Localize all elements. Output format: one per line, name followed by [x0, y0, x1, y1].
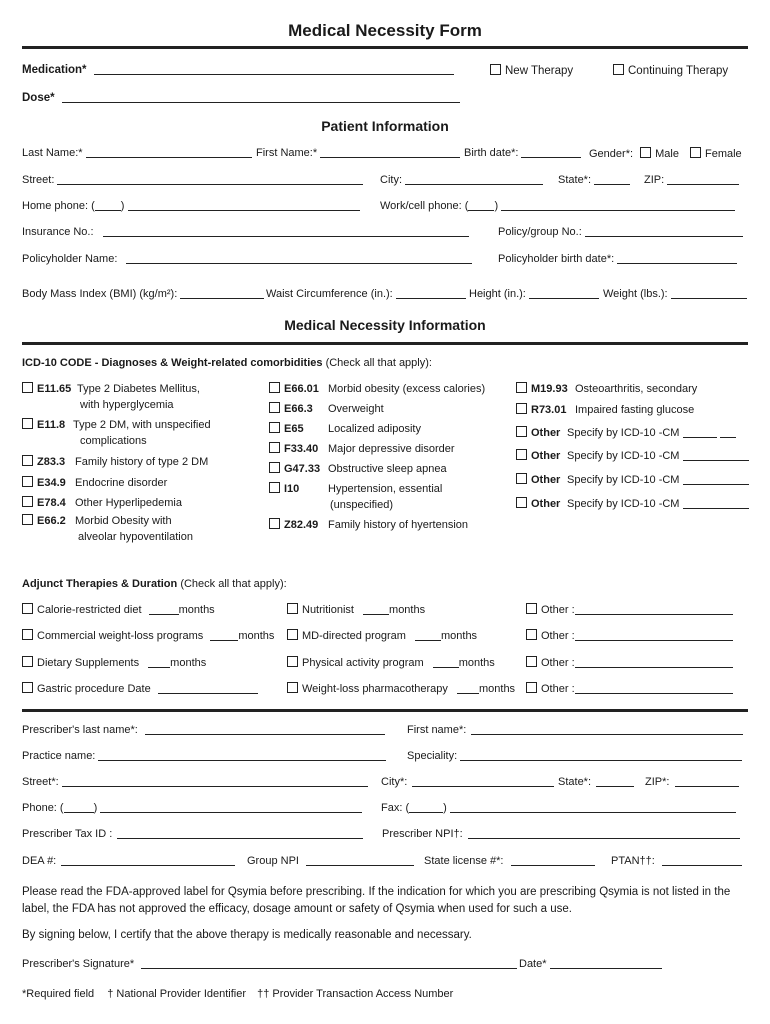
- other-field[interactable]: [575, 604, 733, 615]
- icd-checkbox[interactable]: [22, 455, 33, 466]
- icd-checkbox[interactable]: [516, 449, 527, 460]
- prescriber-last-row: [22, 724, 385, 736]
- other-field[interactable]: [575, 657, 733, 668]
- ptan-row: [611, 855, 742, 867]
- icd-desc: Morbid obesity (excess calories): [328, 383, 486, 395]
- state-row: [558, 174, 630, 186]
- months-label: months: [238, 630, 275, 642]
- adjunct-item[interactable]: [22, 682, 258, 695]
- icd-desc: Type 2 DM, with unspecified: [73, 419, 211, 431]
- fda-notice: Please read the FDA-approved label for Qsymia before prescribing. If the indication for which you are prescribing Qsymia is not listed in the label, the FDA has not approved the efficacy, dosage amount or safety of Qsymia when used for such a use.: [22, 886, 731, 915]
- home-phone-row: [22, 200, 360, 212]
- icd-desc: Morbid Obesity with: [75, 515, 172, 527]
- city-row: [380, 174, 543, 186]
- patient-info-heading: Patient Information: [321, 118, 449, 134]
- state-license-label: State license #*:: [424, 855, 504, 867]
- adjunct-label: Gastric procedure Date: [37, 683, 151, 695]
- new-therapy-option[interactable]: [490, 64, 573, 77]
- icd-other-item[interactable]: [516, 449, 749, 462]
- fax-field[interactable]: [450, 802, 736, 813]
- prescriber-first-label: First name*:: [407, 724, 467, 736]
- icd-desc: Localized adiposity: [328, 423, 421, 435]
- city-label: City:: [380, 174, 402, 186]
- icd-checkbox[interactable]: [269, 422, 280, 433]
- months-label: months: [389, 604, 426, 616]
- adjunct-checkbox[interactable]: [287, 629, 298, 640]
- adjunct-label: Calorie-restricted diet: [37, 604, 142, 616]
- policy-group-label: Policy/group No.:: [498, 226, 582, 238]
- required-note: *Required field: [22, 988, 95, 1000]
- continuing-therapy-checkbox[interactable]: [613, 64, 624, 75]
- prescriber-phone-label: Phone: (: [22, 802, 64, 814]
- first-name-row: [256, 147, 460, 159]
- prescriber-zip-row: [645, 776, 739, 788]
- dea-field[interactable]: [61, 855, 235, 866]
- footer-legend: [22, 988, 453, 1000]
- icd-code: E11.8: [37, 419, 66, 431]
- other-label: Other :: [541, 630, 575, 642]
- icd-code: E78.4: [37, 497, 66, 509]
- icd-desc: Type 2 Diabetes Mellitus,: [77, 383, 200, 395]
- page-title: Medical Necessity Form: [288, 21, 482, 40]
- icd-item[interactable]: [269, 442, 455, 455]
- icd-checkbox[interactable]: [269, 442, 280, 453]
- months-label: months: [458, 657, 495, 669]
- dea-row: [22, 855, 235, 867]
- home-phone-area-field[interactable]: [95, 200, 121, 211]
- duration-field[interactable]: [433, 657, 459, 668]
- icd-desc: Specify by ICD-10 -CM: [567, 474, 680, 486]
- icd-heading-row: [22, 357, 432, 369]
- other-label: Other :: [541, 657, 575, 669]
- icd-checkbox[interactable]: [269, 402, 280, 413]
- icd-code: E66.2: [37, 515, 66, 527]
- icd-code: F33.40: [284, 443, 319, 455]
- other-field[interactable]: [575, 630, 733, 641]
- duration-field[interactable]: [210, 630, 238, 641]
- icd-item[interactable]: [22, 382, 200, 395]
- group-npi-label: Group NPI: [247, 855, 299, 867]
- street-row: [22, 174, 363, 186]
- adjunct-label: Commercial weight-loss programs: [37, 630, 204, 642]
- prescriber-divider: [22, 709, 748, 712]
- fax-label: Fax: (: [381, 802, 410, 814]
- icd-checkbox[interactable]: [22, 514, 33, 525]
- necessity-divider: [22, 342, 748, 345]
- adjunct-checkbox[interactable]: [526, 603, 537, 614]
- icd-item[interactable]: [22, 476, 167, 489]
- ptan-field[interactable]: [662, 855, 742, 866]
- icd-other-field[interactable]: [683, 450, 749, 461]
- adjunct-checkbox[interactable]: [526, 656, 537, 667]
- icd-checkbox[interactable]: [516, 382, 527, 393]
- icd-desc: Major depressive disorder: [328, 443, 455, 455]
- signature-field[interactable]: [141, 958, 517, 969]
- prescriber-phone-area-field[interactable]: [64, 802, 94, 813]
- adjunct-checkbox[interactable]: [22, 656, 33, 667]
- adjunct-item[interactable]: [287, 682, 515, 695]
- icd-desc: Family history of type 2 DM: [75, 456, 209, 468]
- practice-field[interactable]: [98, 750, 386, 761]
- birth-date-label: Birth date*:: [464, 147, 519, 159]
- prescriber-phone-row: [22, 802, 362, 814]
- adjunct-heading-row: [22, 578, 287, 590]
- months-label: months: [170, 657, 207, 669]
- adjunct-label: Dietary Supplements: [37, 657, 140, 669]
- medical-necessity-heading: Medical Necessity Information: [284, 317, 486, 333]
- group-npi-field[interactable]: [306, 855, 414, 866]
- adjunct-other-item[interactable]: [526, 629, 733, 642]
- policyholder-name-row: [22, 253, 472, 265]
- adjunct-label: MD-directed program: [302, 630, 406, 642]
- icd-item[interactable]: [269, 382, 485, 395]
- prescriber-first-row: [407, 724, 743, 736]
- prescriber-last-field[interactable]: [145, 724, 385, 735]
- title-divider: [22, 46, 748, 49]
- sign-date-row: [519, 958, 662, 970]
- other-label: Other :: [541, 683, 575, 695]
- adjunct-checkbox[interactable]: [22, 629, 33, 640]
- icd-code: E34.9: [37, 477, 66, 489]
- weight-row: [603, 288, 747, 300]
- medication-label: Medication*: [22, 64, 87, 76]
- icd-desc-cont: complications: [80, 435, 147, 447]
- waist-label: Waist Circumference (in.):: [266, 288, 393, 300]
- policyholder-name-label: Policyholder Name:: [22, 253, 118, 265]
- medication-field[interactable]: [94, 64, 454, 75]
- icd-item[interactable]: [269, 402, 384, 415]
- certify-statement: By signing below, I certify that the above therapy is medically reasonable and necessary.: [22, 929, 472, 941]
- fax-row: [381, 802, 736, 814]
- insurance-field[interactable]: [103, 226, 469, 237]
- icd-checkbox[interactable]: [516, 426, 527, 437]
- icd-code: Other: [531, 474, 561, 486]
- signature-row: [22, 958, 517, 970]
- icd-code: Other: [531, 427, 561, 439]
- icd-other-field[interactable]: [683, 474, 749, 485]
- home-phone-field[interactable]: [128, 200, 360, 211]
- icd-checkbox[interactable]: [269, 518, 280, 529]
- icd-desc-cont: with hyperglycemia: [80, 399, 174, 411]
- adjunct-checkbox[interactable]: [22, 682, 33, 693]
- icd-other-field-suffix[interactable]: [720, 427, 736, 438]
- adjunct-other-item[interactable]: [526, 603, 733, 616]
- other-label: Other :: [541, 604, 575, 616]
- icd-checkbox[interactable]: [516, 497, 527, 508]
- weight-label: Weight (lbs.):: [603, 288, 668, 300]
- adjunct-item[interactable]: [287, 603, 425, 616]
- icd-checkbox[interactable]: [269, 382, 280, 393]
- state-field[interactable]: [594, 174, 630, 185]
- height-label: Height (in.):: [469, 288, 526, 300]
- practice-label: Practice name:: [22, 750, 96, 762]
- npi-note: † National Provider Identifier: [107, 988, 247, 1000]
- city-field[interactable]: [405, 174, 543, 185]
- policyholder-birth-row: [498, 253, 737, 265]
- female-checkbox[interactable]: [690, 147, 701, 158]
- icd-code: Z83.3: [37, 456, 66, 468]
- icd-desc-cont: alveolar hypoventilation: [78, 531, 193, 543]
- prescriber-state-label: State*:: [558, 776, 592, 788]
- icd-code: R73.01: [531, 404, 567, 416]
- duration-field[interactable]: [149, 604, 179, 615]
- prescriber-phone-field[interactable]: [100, 802, 362, 813]
- last-name-row: [22, 147, 252, 159]
- adjunct-other-item[interactable]: [526, 682, 733, 695]
- icd-item[interactable]: [269, 482, 442, 495]
- prescriber-street-row: [22, 776, 368, 788]
- adjunct-label: Physical activity program: [302, 657, 424, 669]
- adjunct-checkbox[interactable]: [287, 603, 298, 614]
- icd-checkbox[interactable]: [516, 403, 527, 414]
- icd-other-item[interactable]: [516, 497, 749, 510]
- dose-field[interactable]: [62, 92, 460, 103]
- icd-code: E66.01: [284, 383, 319, 395]
- first-name-field[interactable]: [320, 147, 460, 158]
- new-therapy-checkbox[interactable]: [490, 64, 501, 75]
- icd-item[interactable]: [269, 422, 421, 435]
- icd-item[interactable]: [269, 462, 447, 475]
- prescriber-street-field[interactable]: [62, 776, 368, 787]
- months-label: months: [478, 683, 516, 695]
- policy-group-row: [498, 226, 743, 238]
- prescriber-zip-field[interactable]: [675, 776, 739, 787]
- adjunct-item[interactable]: [22, 603, 215, 616]
- duration-field[interactable]: [457, 683, 479, 694]
- icd-desc: Osteoarthritis, secondary: [575, 383, 698, 395]
- icd-code: Other: [531, 498, 561, 510]
- adjunct-item[interactable]: [22, 656, 206, 669]
- signature-label: Prescriber's Signature*: [22, 958, 135, 970]
- policy-group-field[interactable]: [585, 226, 743, 237]
- prescriber-first-field[interactable]: [471, 724, 743, 735]
- icd-other-field[interactable]: [683, 498, 749, 509]
- icd-item[interactable]: [22, 496, 182, 509]
- zip-field[interactable]: [667, 174, 739, 185]
- medication-row: [22, 64, 454, 76]
- last-name-label: Last Name:*: [22, 147, 83, 159]
- height-row: [469, 288, 599, 300]
- continuing-therapy-option[interactable]: [613, 64, 728, 77]
- birth-date-row: [464, 147, 581, 159]
- duration-field[interactable]: [363, 604, 389, 615]
- adjunct-heading: Adjunct Therapies & Duration: [22, 578, 178, 590]
- policyholder-name-field[interactable]: [126, 253, 472, 264]
- other-field[interactable]: [575, 683, 733, 694]
- home-phone-label: Home phone: (: [22, 200, 95, 212]
- work-phone-label: Work/cell phone: (: [380, 200, 469, 212]
- icd-desc: Specify by ICD-10 -CM: [567, 450, 680, 462]
- icd-checkbox[interactable]: [269, 462, 280, 473]
- policyholder-birth-label: Policyholder birth date*:: [498, 253, 615, 265]
- adjunct-item[interactable]: [22, 629, 274, 642]
- adjunct-checkbox[interactable]: [22, 603, 33, 614]
- adjunct-item[interactable]: [287, 656, 495, 669]
- prescriber-city-label: City*:: [381, 776, 408, 788]
- street-field[interactable]: [57, 174, 363, 185]
- ptan-label: PTAN††:: [611, 855, 655, 867]
- icd-desc: Other Hyperlipedemia: [75, 497, 182, 509]
- ptan-note: †† Provider Transaction Access Number: [257, 988, 454, 1000]
- adjunct-hint: (Check all that apply):: [180, 578, 287, 590]
- icd-checkbox[interactable]: [269, 482, 280, 493]
- weight-field[interactable]: [671, 288, 747, 299]
- adjunct-label: Weight-loss pharmacotherapy: [302, 683, 448, 695]
- duration-field[interactable]: [415, 630, 441, 641]
- icd-code: E11.65: [37, 383, 72, 395]
- months-label: months: [178, 604, 215, 616]
- tax-id-label: Prescriber Tax ID :: [22, 828, 113, 840]
- waist-row: [266, 288, 466, 300]
- npi-field[interactable]: [468, 828, 740, 839]
- zip-label: ZIP:: [644, 174, 665, 186]
- icd-heading: ICD-10 CODE - Diagnoses & Weight-related comorbidities: [22, 357, 323, 369]
- icd-desc-cont: (unspecified): [330, 499, 393, 511]
- prescriber-state-row: [558, 776, 634, 788]
- prescriber-zip-label: ZIP*:: [645, 776, 670, 788]
- bmi-row: [22, 288, 264, 300]
- insurance-label: Insurance No.:: [22, 226, 94, 238]
- work-phone-row: [380, 200, 735, 212]
- icd-code: E65: [284, 423, 304, 435]
- icd-other-item[interactable]: [516, 426, 736, 439]
- duration-field[interactable]: [148, 657, 170, 668]
- state-label: State*:: [558, 174, 592, 186]
- icd-code: G47.33: [284, 463, 321, 475]
- state-license-row: [424, 855, 595, 867]
- specialty-field[interactable]: [460, 750, 742, 761]
- icd-other-field[interactable]: [683, 427, 717, 438]
- prescriber-street-label: Street*:: [22, 776, 59, 788]
- insurance-row: [22, 226, 469, 238]
- male-label: Male: [655, 148, 679, 160]
- female-label: Female: [705, 148, 742, 160]
- tax-id-row: [22, 828, 363, 840]
- new-therapy-label: New Therapy: [505, 65, 574, 77]
- prescriber-city-row: [381, 776, 554, 788]
- sign-date-label: Date*: [519, 958, 547, 970]
- fax-close: ): [443, 802, 447, 814]
- sign-date-field[interactable]: [550, 958, 662, 969]
- icd-desc: Family history of hyertension: [328, 519, 468, 531]
- specialty-label: Speciality:: [407, 750, 458, 762]
- work-phone-field[interactable]: [501, 200, 735, 211]
- practice-row: [22, 750, 386, 762]
- height-field[interactable]: [529, 288, 599, 299]
- icd-item[interactable]: [22, 514, 172, 527]
- prescriber-last-label: Prescriber's last name*:: [22, 724, 138, 736]
- icd-item[interactable]: [22, 455, 208, 468]
- prescriber-city-field[interactable]: [412, 776, 554, 787]
- continuing-therapy-label: Continuing Therapy: [628, 65, 729, 77]
- months-label: months: [440, 630, 478, 642]
- prescriber-phone-close: ): [93, 802, 98, 814]
- icd-item[interactable]: [516, 382, 697, 395]
- adjunct-checkbox[interactable]: [526, 682, 537, 693]
- home-phone-close: ): [120, 200, 125, 212]
- icd-code: M19.93: [531, 383, 568, 395]
- dose-row: [22, 92, 460, 104]
- gender-row: [589, 147, 742, 160]
- icd-desc: Obstructive sleep apnea: [328, 463, 447, 475]
- street-label: Street:: [22, 174, 55, 186]
- last-name-field[interactable]: [86, 147, 252, 158]
- adjunct-checkbox[interactable]: [526, 629, 537, 640]
- state-license-field[interactable]: [511, 855, 595, 866]
- npi-row: [382, 828, 740, 840]
- prescriber-state-field[interactable]: [596, 776, 634, 787]
- icd-code: Z82.49: [284, 519, 319, 531]
- adjunct-checkbox[interactable]: [287, 682, 298, 693]
- icd-desc: Impaired fasting glucose: [575, 404, 695, 416]
- zip-row: [644, 174, 739, 186]
- dea-label: DEA #:: [22, 855, 57, 867]
- tax-id-field[interactable]: [117, 828, 363, 839]
- adjunct-other-item[interactable]: [526, 656, 733, 669]
- work-phone-close: ): [494, 200, 499, 212]
- icd-desc: Specify by ICD-10 -CM: [567, 498, 680, 510]
- birth-date-field[interactable]: [521, 147, 581, 158]
- fax-area-field[interactable]: [409, 802, 443, 813]
- dose-label: Dose*: [22, 92, 55, 104]
- waist-field[interactable]: [396, 288, 466, 299]
- gastric-date-field[interactable]: [158, 683, 258, 694]
- adjunct-item[interactable]: [287, 629, 477, 642]
- icd-item[interactable]: [22, 418, 211, 431]
- bmi-label: Body Mass Index (BMI) (kg/m²):: [22, 288, 178, 300]
- icd-code: Other: [531, 450, 561, 462]
- icd-checkbox[interactable]: [22, 382, 33, 393]
- policyholder-birth-field[interactable]: [617, 253, 737, 264]
- icd-desc: Specify by ICD-10 -CM: [567, 427, 680, 439]
- icd-checkbox[interactable]: [516, 473, 527, 484]
- icd-code: I10: [284, 483, 300, 495]
- first-name-label: First Name:*: [256, 147, 318, 159]
- specialty-row: [407, 750, 742, 762]
- icd-item[interactable]: [269, 518, 468, 531]
- icd-checkbox[interactable]: [22, 496, 33, 507]
- npi-label: Prescriber NPI†:: [382, 828, 463, 840]
- group-npi-row: [247, 855, 414, 867]
- icd-code: E66.3: [284, 403, 313, 415]
- gender-label: Gender*:: [589, 148, 634, 160]
- icd-desc: Hypertension, essential: [328, 483, 443, 495]
- icd-checkbox[interactable]: [22, 476, 33, 487]
- icd-desc: Endocrine disorder: [75, 477, 168, 489]
- work-phone-area-field[interactable]: [468, 200, 494, 211]
- bmi-field[interactable]: [180, 288, 264, 299]
- icd-hint: (Check all that apply):: [325, 357, 432, 369]
- icd-other-item[interactable]: [516, 473, 749, 486]
- male-checkbox[interactable]: [640, 147, 651, 158]
- icd-checkbox[interactable]: [22, 418, 33, 429]
- icd-desc: Overweight: [328, 403, 384, 415]
- adjunct-label: Nutritionist: [302, 604, 354, 616]
- icd-item[interactable]: [516, 403, 694, 416]
- adjunct-checkbox[interactable]: [287, 656, 298, 667]
